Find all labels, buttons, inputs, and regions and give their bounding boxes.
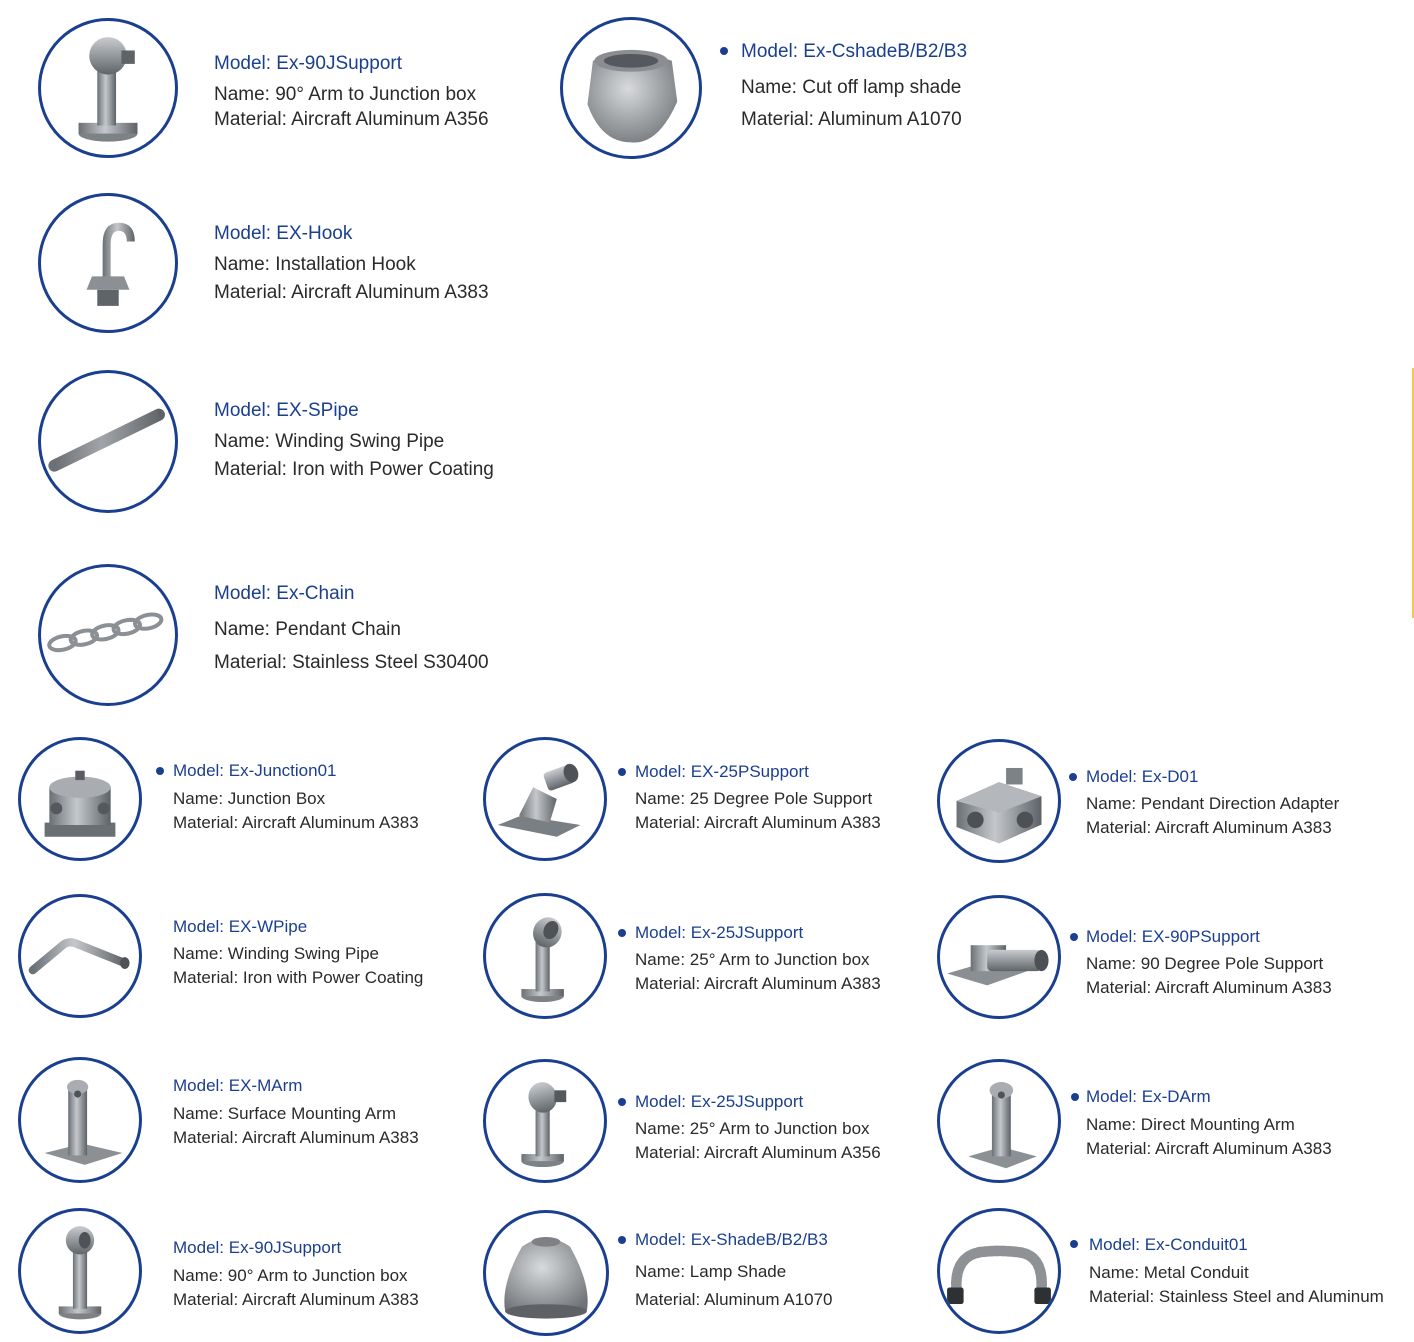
bullet-dot bbox=[618, 1236, 626, 1244]
product-model: Model: Ex-CshadeB/B2/B3 bbox=[741, 41, 968, 62]
product-material: Material: Aircraft Aluminum A383 bbox=[173, 1290, 419, 1309]
product-model: Model: Ex-90JSupport bbox=[214, 53, 402, 74]
product-material: Material: Stainless Steel and Aluminum bbox=[1089, 1287, 1384, 1306]
bullet-dot bbox=[1069, 773, 1077, 781]
product-model: Model: EX-90PSupport bbox=[1086, 927, 1260, 946]
product-model: Model: Ex-ShadeB/B2/B3 bbox=[635, 1230, 828, 1249]
product-name: Name: Surface Mounting Arm bbox=[173, 1104, 396, 1123]
product-info bbox=[173, 1076, 419, 1149]
product-name: Name: Installation Hook bbox=[214, 254, 416, 275]
pole-support-90-icon bbox=[940, 898, 1058, 1016]
product-info bbox=[1086, 1087, 1332, 1160]
product-material: Material: Aircraft Aluminum A383 bbox=[1086, 818, 1332, 837]
bullet-dot bbox=[1071, 1093, 1079, 1101]
product-image-circle bbox=[38, 18, 178, 158]
product-model: Model: Ex-90JSupport bbox=[173, 1238, 342, 1257]
product-info bbox=[635, 762, 881, 834]
product-material: Material: Aircraft Aluminum A356 bbox=[214, 109, 489, 130]
product-name: Name: 25° Arm to Junction box bbox=[635, 1119, 870, 1138]
product-info bbox=[635, 923, 881, 995]
product-name: Name: Pendant Chain bbox=[214, 619, 401, 640]
pole-support-25-icon bbox=[486, 740, 604, 858]
bullet-dot bbox=[618, 1098, 626, 1106]
bullet-dot bbox=[720, 47, 728, 55]
bullet-dot bbox=[618, 768, 626, 776]
product-name: Name: Winding Swing Pipe bbox=[173, 944, 379, 963]
product-model: Model: EX-Hook bbox=[214, 223, 353, 244]
product-image-circle bbox=[560, 17, 702, 159]
arm-90-junction-icon bbox=[41, 21, 175, 155]
arm-90-junction-icon bbox=[21, 1211, 139, 1331]
product-image-circle bbox=[483, 737, 607, 861]
product-name: Name: Direct Mounting Arm bbox=[1086, 1115, 1295, 1134]
product-name: Name: Pendant Direction Adapter bbox=[1086, 794, 1340, 813]
product-material: Material: Aircraft Aluminum A383 bbox=[173, 1128, 419, 1147]
product-model: Model: Ex-D01 bbox=[1086, 767, 1199, 786]
product-info bbox=[173, 917, 423, 989]
product-model: Model: Ex-DArm bbox=[1086, 1087, 1211, 1106]
chain-icon bbox=[41, 567, 175, 703]
product-material: Material: Aircraft Aluminum A383 bbox=[635, 974, 881, 993]
product-info bbox=[214, 583, 489, 676]
straight-pipe-icon bbox=[41, 373, 175, 510]
product-name: Name: 90 Degree Pole Support bbox=[1086, 954, 1324, 973]
product-image-circle bbox=[937, 1059, 1061, 1183]
product-model: Model: Ex-25JSupport bbox=[635, 1092, 804, 1111]
product-image-circle bbox=[38, 193, 178, 333]
product-name: Name: 90° Arm to Junction box bbox=[173, 1266, 408, 1285]
product-info bbox=[214, 53, 489, 133]
direction-adapter-icon bbox=[940, 742, 1058, 860]
product-material: Material: Stainless Steel S30400 bbox=[214, 652, 489, 673]
arm-25-junction-icon bbox=[486, 1062, 604, 1180]
product-name: Name: Junction Box bbox=[173, 789, 326, 808]
product-image-circle bbox=[18, 737, 142, 861]
product-image-circle bbox=[483, 893, 607, 1019]
lamp-shade-icon bbox=[486, 1213, 606, 1333]
junction-box-icon bbox=[21, 740, 139, 858]
product-model: Model: EX-25PSupport bbox=[635, 762, 809, 781]
metal-conduit-icon bbox=[940, 1211, 1058, 1331]
product-name: Name: Lamp Shade bbox=[635, 1262, 787, 1281]
product-material: Material: Aircraft Aluminum A383 bbox=[214, 282, 489, 303]
product-info bbox=[741, 41, 967, 133]
product-model: Model: Ex-Junction01 bbox=[173, 761, 337, 780]
product-image-circle bbox=[18, 1057, 142, 1183]
product-image-circle bbox=[937, 739, 1061, 863]
product-model: Model: EX-MArm bbox=[173, 1076, 303, 1095]
product-info bbox=[635, 1092, 881, 1164]
cutoff-lamp-shade-icon bbox=[563, 20, 699, 156]
product-model: Model: EX-SPipe bbox=[214, 400, 359, 421]
product-image-circle bbox=[38, 370, 178, 513]
product-info bbox=[214, 223, 489, 306]
product-info bbox=[214, 400, 494, 483]
product-material: Material: Aluminum A1070 bbox=[741, 109, 962, 130]
product-info bbox=[173, 761, 419, 834]
product-name: Name: Metal Conduit bbox=[1089, 1263, 1249, 1282]
product-image-circle bbox=[937, 895, 1061, 1019]
product-info bbox=[173, 1238, 419, 1311]
bullet-dot bbox=[1070, 933, 1078, 941]
product-model: Model: Ex-Conduit01 bbox=[1089, 1235, 1248, 1254]
product-material: Material: Aircraft Aluminum A383 bbox=[173, 813, 419, 832]
product-image-circle bbox=[483, 1059, 607, 1183]
product-material: Material: Aircraft Aluminum A383 bbox=[635, 813, 881, 832]
product-image-circle bbox=[937, 1208, 1061, 1334]
product-model: Model: Ex-Chain bbox=[214, 583, 355, 604]
surface-arm-icon bbox=[21, 1060, 139, 1180]
product-info bbox=[1086, 767, 1339, 839]
product-image-circle bbox=[18, 1208, 142, 1334]
product-name: Name: Cut off lamp shade bbox=[741, 77, 962, 98]
product-image-circle bbox=[483, 1210, 609, 1336]
bullet-dot bbox=[1070, 1240, 1078, 1248]
product-model: Model: Ex-25JSupport bbox=[635, 923, 804, 942]
product-material: Material: Iron with Power Coating bbox=[173, 968, 424, 987]
product-name: Name: 25 Degree Pole Support bbox=[635, 789, 873, 808]
product-name: Name: Winding Swing Pipe bbox=[214, 431, 445, 452]
product-material: Material: Aircraft Aluminum A383 bbox=[1086, 1139, 1332, 1158]
direct-arm-icon bbox=[940, 1062, 1058, 1180]
product-image-circle bbox=[38, 564, 178, 706]
product-image-circle bbox=[18, 894, 142, 1018]
bullet-dot bbox=[618, 929, 626, 937]
product-material: Material: Iron with Power Coating bbox=[214, 459, 494, 480]
product-info bbox=[635, 1230, 833, 1311]
installation-hook-icon bbox=[41, 196, 175, 330]
bent-pipe-icon bbox=[21, 897, 139, 1015]
product-material: Material: Aircraft Aluminum A383 bbox=[1086, 978, 1332, 997]
product-model: Model: EX-WPipe bbox=[173, 917, 308, 936]
product-material: Material: Aluminum A1070 bbox=[635, 1290, 833, 1309]
product-material: Material: Aircraft Aluminum A356 bbox=[635, 1143, 881, 1162]
bullet-dot bbox=[156, 767, 164, 775]
product-name: Name: 90° Arm to Junction box bbox=[214, 84, 477, 105]
product-info bbox=[1089, 1235, 1384, 1308]
arm-25-junction-icon bbox=[486, 896, 604, 1016]
product-info bbox=[1086, 927, 1332, 999]
product-name: Name: 25° Arm to Junction box bbox=[635, 950, 870, 969]
